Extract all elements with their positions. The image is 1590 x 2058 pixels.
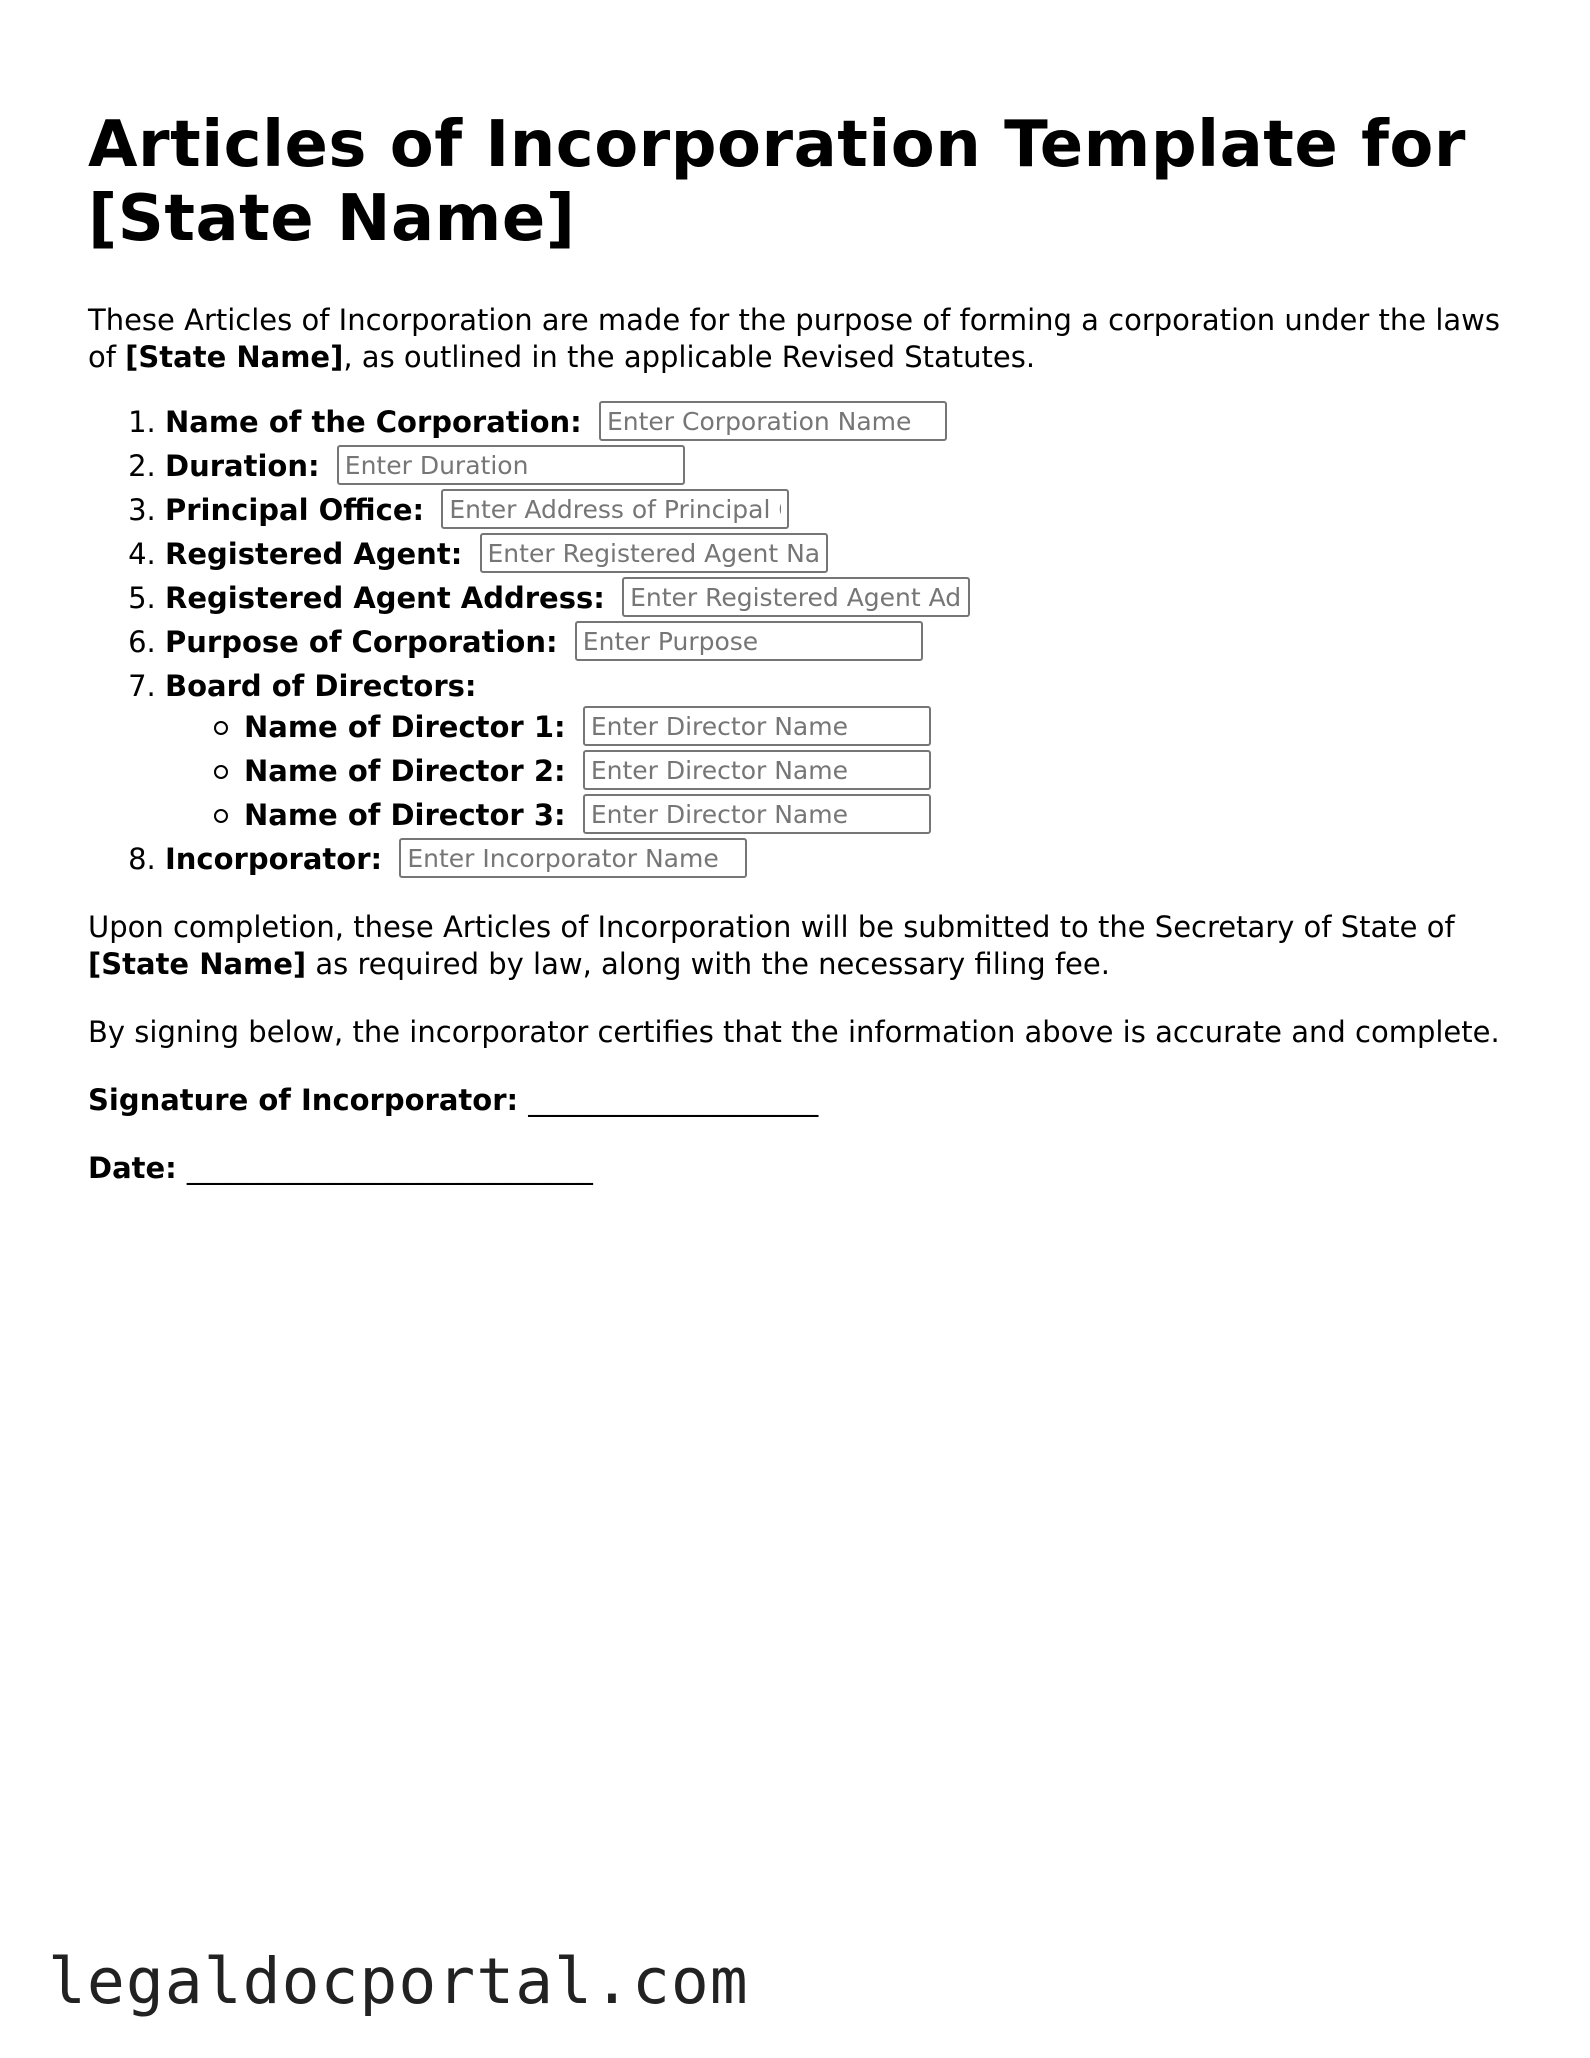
board-of-directors-label: Board of Directors:	[165, 669, 477, 703]
intro-text-end: , as outlined in the applicable Revised Statutes.	[343, 340, 1036, 374]
director-2-label: Name of Director 2:	[244, 754, 566, 788]
intro-state-name: [State Name]	[125, 340, 344, 374]
intro-text-start: These Articles of Incorporation are made for the purpose of forming a corporation under the laws of	[88, 303, 1501, 374]
signature-blank: ____________________	[528, 1083, 819, 1117]
article-board-of-directors	[165, 668, 1508, 837]
articles-list	[88, 404, 1508, 881]
submission-state-name: [State Name]	[88, 947, 307, 981]
registered-agent-address-label: Registered Agent Address:	[165, 581, 605, 615]
director-item	[244, 753, 1508, 793]
document-page	[88, 108, 1508, 1187]
purpose-label: Purpose of Corporation:	[165, 625, 558, 659]
duration-input[interactable]	[337, 445, 685, 485]
signature-label: Signature of Incorporator:	[88, 1083, 519, 1117]
director-item	[244, 797, 1508, 837]
date-blank: ____________________________	[186, 1151, 593, 1185]
registered-agent-address-input[interactable]	[622, 577, 970, 617]
corporation-name-input[interactable]	[599, 401, 947, 441]
duration-label: Duration:	[165, 449, 320, 483]
article-principal-office	[165, 492, 1508, 532]
submission-paragraph	[88, 909, 1508, 983]
article-purpose	[165, 624, 1508, 664]
watermark-text: legaldocportal.com	[48, 1945, 749, 2018]
director-2-input[interactable]	[583, 750, 931, 790]
date-label: Date:	[88, 1151, 177, 1185]
signature-line	[88, 1082, 1508, 1119]
page-title: Articles of Incorporation Template for [State Name]	[88, 108, 1466, 256]
director-1-input[interactable]	[583, 706, 931, 746]
director-3-input[interactable]	[583, 794, 931, 834]
incorporator-label: Incorporator:	[165, 842, 383, 876]
submission-text-start: Upon completion, these Articles of Incorporation will be submitted to the Secretary of State of	[88, 910, 1455, 944]
director-item	[244, 709, 1508, 749]
director-1-label: Name of Director 1:	[244, 710, 566, 744]
director-3-label: Name of Director 3:	[244, 798, 566, 832]
intro-paragraph	[88, 302, 1508, 376]
date-line	[88, 1150, 1508, 1187]
article-registered-agent	[165, 536, 1508, 576]
purpose-input[interactable]	[575, 621, 923, 661]
registered-agent-label: Registered Agent:	[165, 537, 463, 571]
principal-office-input[interactable]	[441, 489, 789, 529]
article-duration	[165, 448, 1508, 488]
incorporator-input[interactable]	[399, 838, 747, 878]
article-corporation-name	[165, 404, 1508, 444]
submission-text-end: as required by law, along with the necessary filing fee.	[306, 947, 1110, 981]
certification-paragraph: By signing below, the incorporator certifies that the information above is accurate and complete.	[88, 1015, 1500, 1049]
corporation-name-label: Name of the Corporation:	[165, 405, 582, 439]
registered-agent-input[interactable]	[480, 533, 828, 573]
directors-list	[165, 709, 1508, 837]
article-registered-agent-address	[165, 580, 1508, 620]
principal-office-label: Principal Office:	[165, 493, 425, 527]
article-incorporator	[165, 841, 1508, 881]
